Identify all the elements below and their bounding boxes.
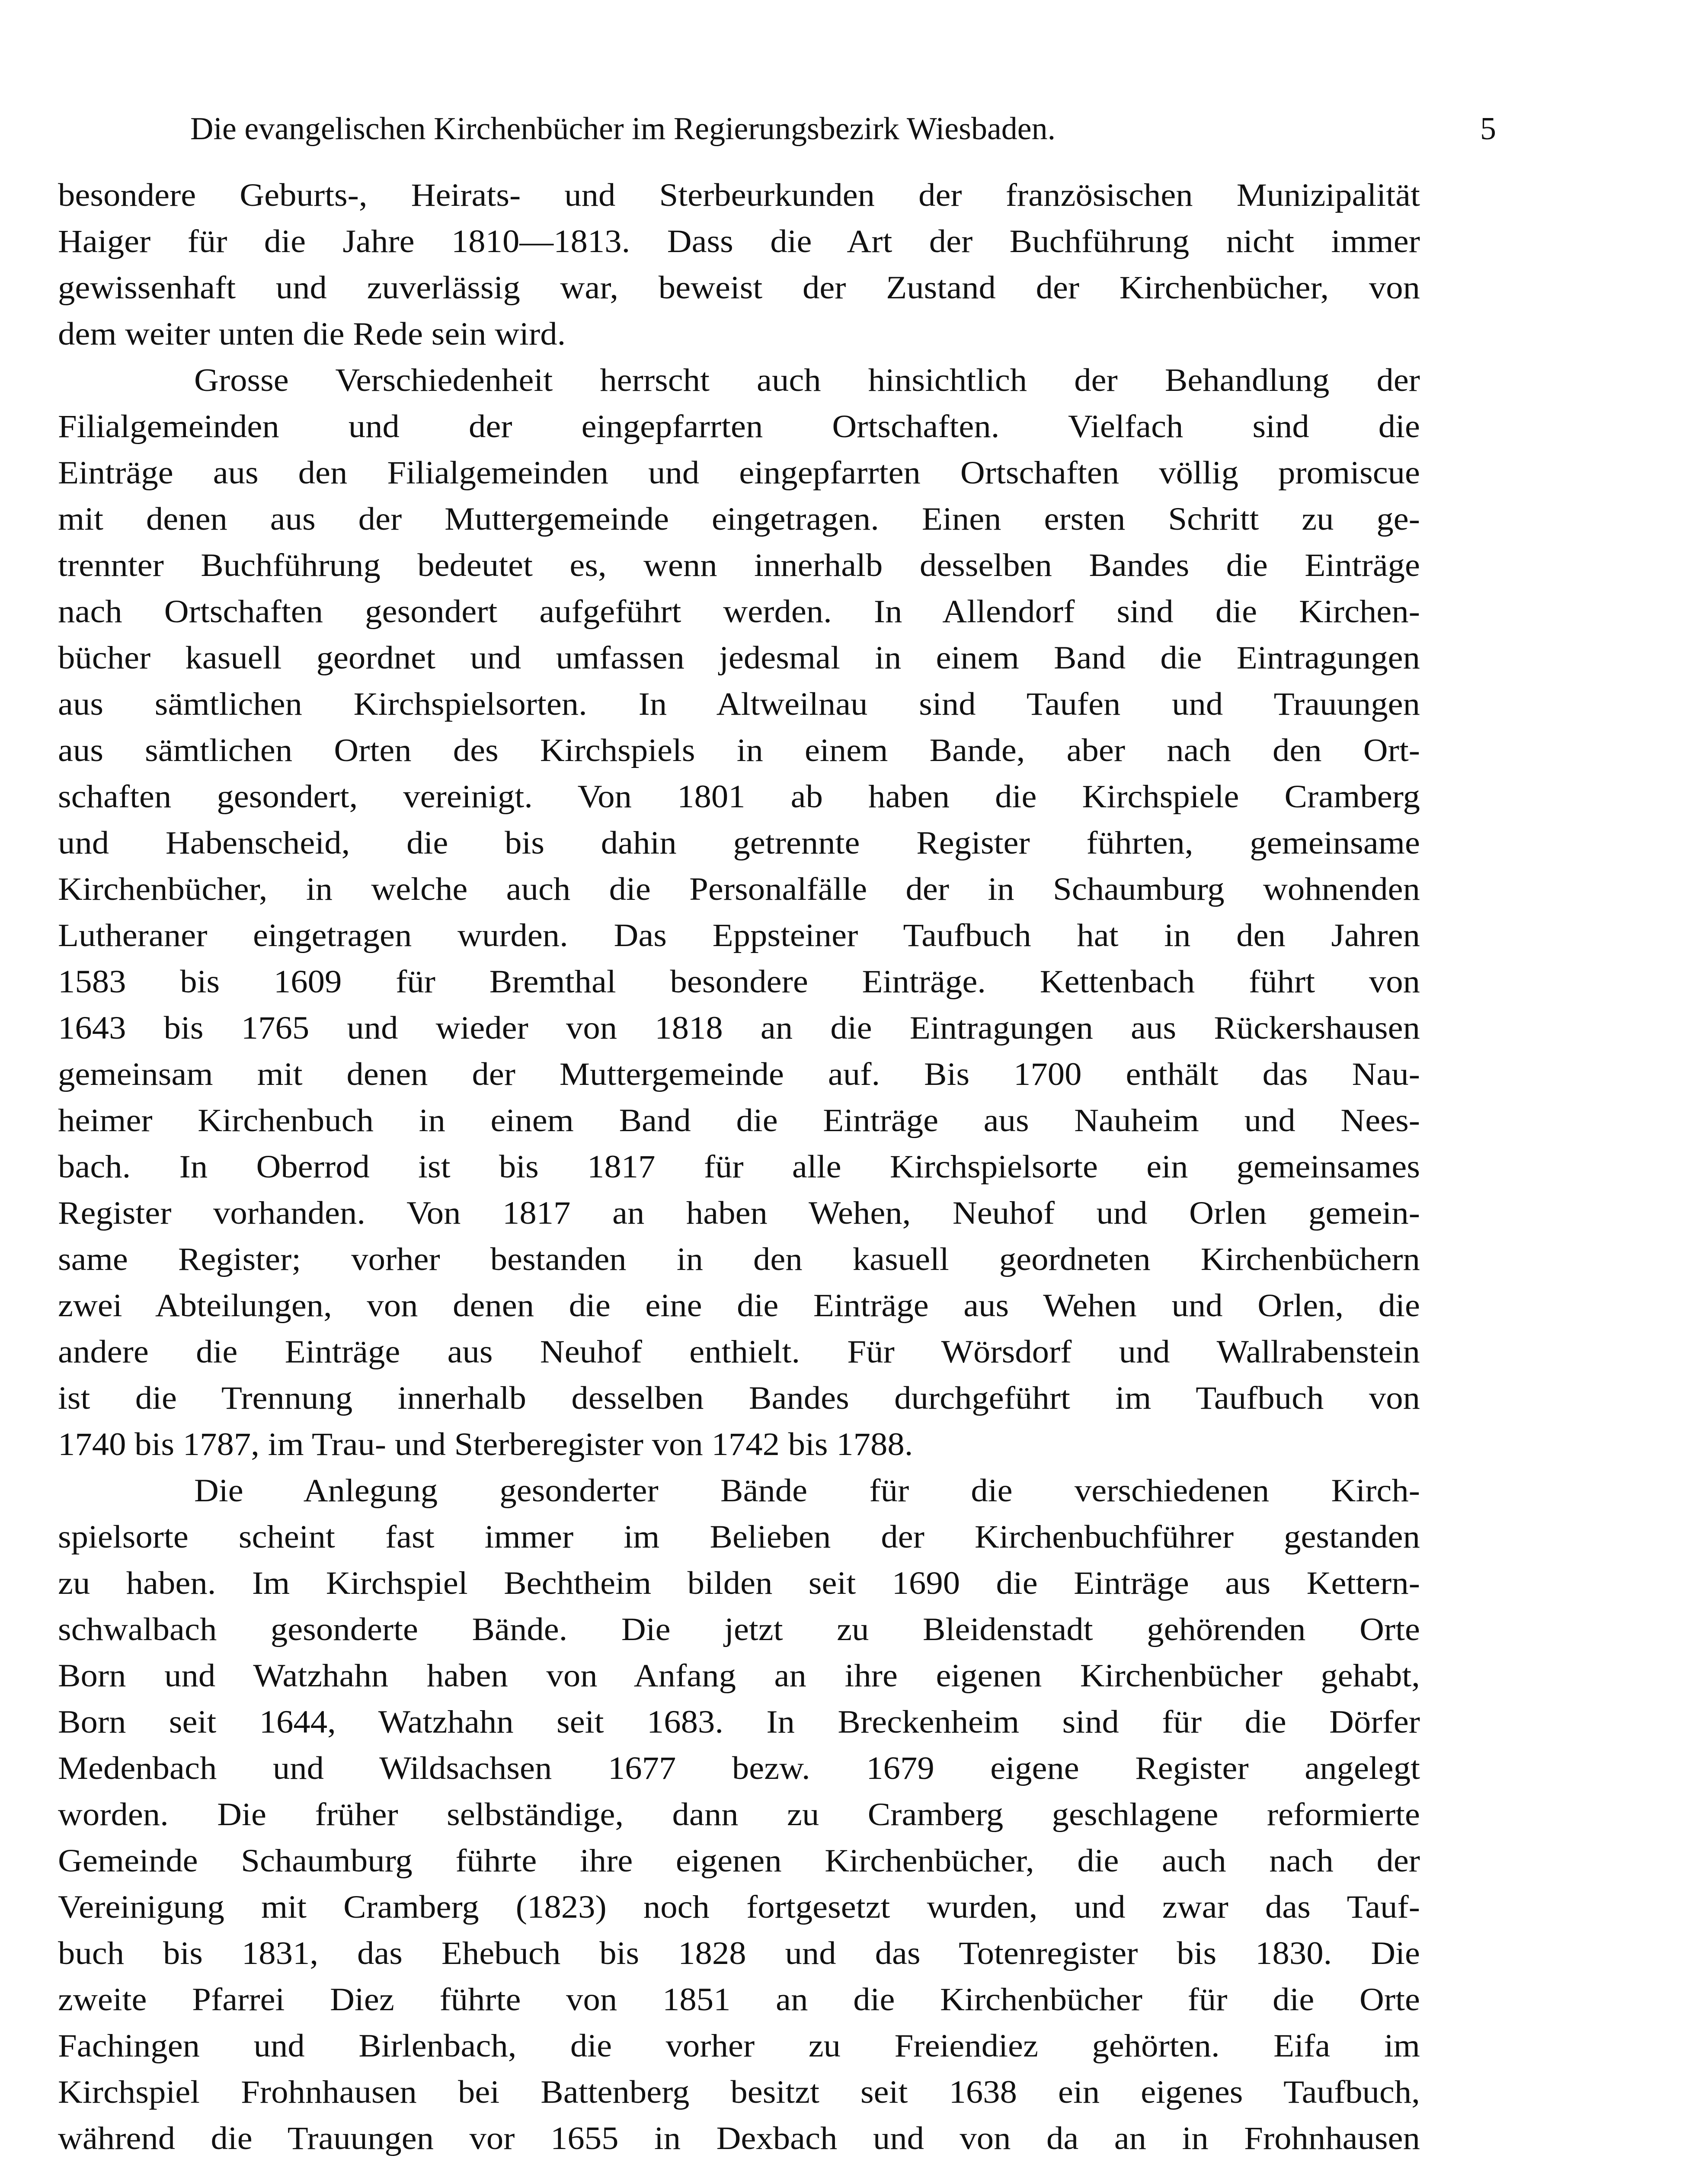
text-line: trennter Buchführung bedeutet es, wenn innerhalb desselben Bandes die Einträge [58,547,1420,583]
text-line: besondere Geburts-, Heirats- und Sterbeurkunden der französischen Munizipalität [58,177,1420,213]
text-line: zweite Pfarrei Diez führte von 1851 an die Kirchenbücher für die Orte [58,1982,1420,2018]
text-line: Medenbach und Wildsachsen 1677 bezw. 1679 eigene Register angelegt [58,1750,1420,1786]
text-line: zu haben. Im Kirchspiel Bechtheim bilden seit 1690 die Einträge aus Kettern- [58,1565,1420,1601]
running-title: Die evangelischen Kirchenbücher im Regierungsbezirk Wiesbaden. [190,111,1056,147]
text-line: Born seit 1644, Watzhahn seit 1683. In Breckenheim sind für die Dörfer [58,1704,1420,1740]
text-line: Filialgemeinden und der eingepfarrten Ortschaften. Vielfach sind die [58,409,1420,445]
text-line: schaften gesondert, vereinigt. Von 1801 ab haben die Kirchspiele Cramberg [58,779,1420,815]
text-line: zwei Abteilungen, von denen die eine die Einträge aus Wehen und Orlen, die [58,1288,1420,1324]
text-line: nach Ortschaften gesondert aufgeführt werden. In Allendorf sind die Kirchen- [58,594,1420,630]
text-line: dem weiter unten die Rede sein wird. [58,316,566,352]
text-line: buch bis 1831, das Ehebuch bis 1828 und das Totenregister bis 1830. Die [58,1935,1420,1971]
text-line: Fachingen und Birlenbach, die vorher zu Freiendiez gehörten. Eifa im [58,2028,1420,2064]
text-line: gemeinsam mit denen der Muttergemeinde auf. Bis 1700 enthält das Nau- [58,1056,1420,1092]
text-line: Die Anlegung gesonderter Bände für die verschiedenen Kirch- [194,1473,1420,1509]
text-line: Einträge aus den Filialgemeinden und eingepfarrten Ortschaften völlig promiscue [58,455,1420,491]
text-line: worden. Die früher selbständige, dann zu Cramberg geschlagene reformierte [58,1797,1420,1833]
paragraph-1 [58,172,1420,357]
text-line: aus sämtlichen Orten des Kirchspiels in einem Bande, aber nach den Ort- [58,732,1420,768]
text-line: mit denen aus der Muttergemeinde eingetragen. Einen ersten Schritt zu ge- [58,501,1420,537]
text-line: Register vorhanden. Von 1817 an haben Wehen, Neuhof und Orlen gemein- [58,1195,1420,1231]
running-header [190,103,1496,155]
text-line: aus sämtlichen Kirchspielsorten. In Altweilnau sind Taufen und Trauungen [58,686,1420,722]
text-line: 1643 bis 1765 und wieder von 1818 an die Eintragungen aus Rückershausen [58,1010,1420,1046]
text-line: Kirchenbücher, in welche auch die Personalfälle der in Schaumburg wohnenden [58,871,1420,907]
text-line: Kirchspiel Frohnhausen bei Battenberg besitzt seit 1638 ein eigenes Taufbuch, [58,2074,1420,2110]
page-number: 5 [1480,111,1496,147]
text-line: bach. In Oberrod ist bis 1817 für alle Kirchspielsorte ein gemeinsames [58,1149,1420,1185]
text-line: spielsorte scheint fast immer im Belieben der Kirchenbuchführer gestanden [58,1519,1420,1555]
text-line: 1583 bis 1609 für Bremthal besondere Einträge. Kettenbach führt von [58,964,1420,1000]
text-line: schwalbach gesonderte Bände. Die jetzt zu Bleidenstadt gehörenden Orte [58,1612,1420,1647]
text-line: Lutheraner eingetragen wurden. Das Eppsteiner Taufbuch hat in den Jahren [58,918,1420,953]
text-line: und Habenscheid, die bis dahin getrennte Register führten, gemeinsame [58,825,1420,861]
text-line: andere die Einträge aus Neuhof enthielt. Für Wörsdorf und Wallrabenstein [58,1334,1420,1370]
body-text [58,172,1420,2162]
paragraph-2 [58,357,1420,1468]
text-line: bücher kasuell geordnet und umfassen jedesmal in einem Band die Eintragungen [58,640,1420,676]
text-line: Vereinigung mit Cramberg (1823) noch fortgesetzt wurden, und zwar das Tauf- [58,1889,1420,1925]
paragraph-3 [58,1468,1420,2162]
text-line: Gemeinde Schaumburg führte ihre eigenen Kirchenbücher, die auch nach der [58,1843,1420,1879]
text-line: während die Trauungen vor 1655 in Dexbach und von da an in Frohnhausen [58,2120,1420,2156]
text-line: Grosse Verschiedenheit herrscht auch hinsichtlich der Behandlung der [194,362,1420,398]
text-line: same Register; vorher bestanden in den kasuell geordneten Kirchenbüchern [58,1241,1420,1277]
text-line: Haiger für die Jahre 1810—1813. Dass die Art der Buchführung nicht immer [58,224,1420,259]
text-line: ist die Trennung innerhalb desselben Bandes durchgeführt im Taufbuch von [58,1380,1420,1416]
text-line: gewissenhaft und zuverlässig war, beweist der Zustand der Kirchenbücher, von [58,270,1420,306]
text-line: Born und Watzhahn haben von Anfang an ihre eigenen Kirchenbücher gehabt, [58,1658,1420,1694]
text-line: heimer Kirchenbuch in einem Band die Einträge aus Nauheim und Nees- [58,1103,1420,1139]
text-line: 1740 bis 1787, im Trau- und Sterberegister von 1742 bis 1788. [58,1426,913,1462]
